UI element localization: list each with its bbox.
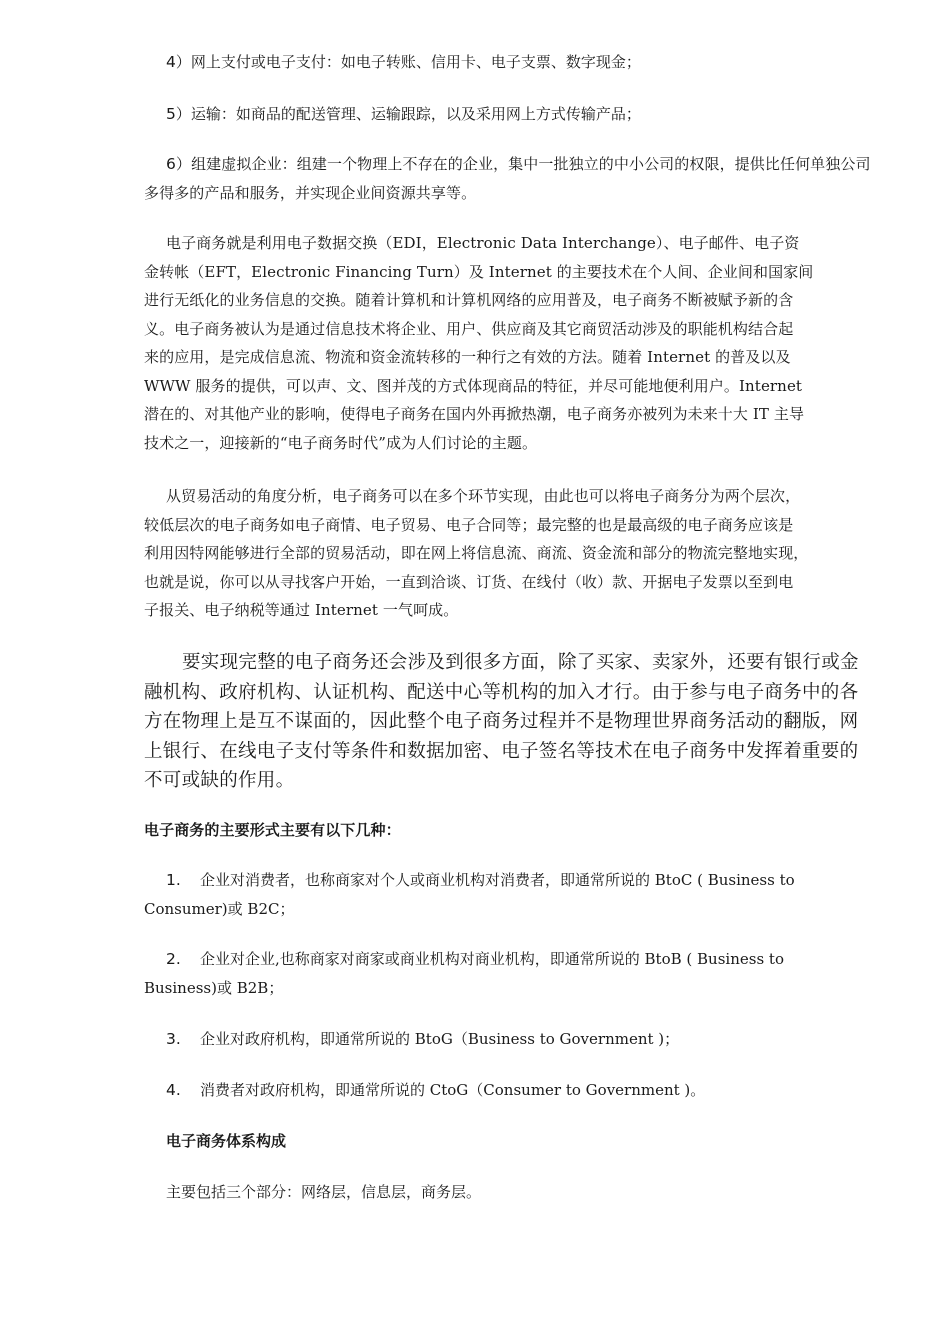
item-number: 6 (166, 155, 176, 173)
text-line: 电子商务就是利用电子数据交换（EDI，Electronic Data Interchange）、电子邮件、电子资 (166, 234, 800, 252)
form-number: 2. (166, 950, 181, 968)
text-line: 来的应用，是完成信息流、物流和资金流转移的一种行之有效的方法。随着 Internet 的普及以及 (144, 348, 791, 366)
form-item-btog (144, 1025, 874, 1054)
system-heading: 电子商务体系构成 (166, 1132, 287, 1150)
paragraph-complete-ecommerce (144, 648, 872, 796)
text-line: 进行无纸化的业务信息的交换。随着计算机和计算机网络的应用普及，电子商务不断被赋予新的含 (144, 291, 794, 309)
form-item-btoc (144, 866, 874, 923)
forms-heading: 电子商务的主要形式主要有以下几种： (144, 821, 401, 839)
form-item-btob (144, 945, 874, 1002)
form-line-continued: Business)或 B2B； (144, 978, 284, 997)
form-text: 企业对政府机构，即通常所说的 BtoG（Business to Government )； (200, 1030, 680, 1048)
system-text: 主要包括三个部分：网络层，信息层，商务层。 (166, 1183, 482, 1201)
text-line: 从贸易活动的角度分析，电子商务可以在多个环节实现，由此也可以将电子商务分为两个层次， (166, 487, 801, 505)
text-line: 利用因特网能够进行全部的贸易活动，即在网上将信息流、商流、资金流和部分的物流完整地实现， (144, 544, 809, 562)
form-text: 企业对消费者，也称商家对个人或商业机构对消费者，即通常所说的 BtoC ( Business to (200, 871, 795, 889)
form-text: 企业对企业,也称商家对商家或商业机构对商业机构，即通常所说的 BtoB ( Business to (200, 950, 784, 968)
text-line: 金转帐（EFT，Electronic Financing Turn）及 Internet 的主要技术在个人间、企业间和国家间 (144, 262, 814, 281)
form-number: 3. (166, 1030, 181, 1048)
list-item-transport (166, 100, 872, 128)
form-line (144, 1025, 874, 1054)
text-line: 潜在的、对其他产业的影响，使得电子商务在国内外再掀热潮，电子商务亦被列为未来十大 IT 主导 (144, 405, 805, 423)
text-line: 融机构、政府机构、认证机构、配送中心等机构的加入才行。由于参与电子商务中的各 (144, 681, 859, 703)
text-line: WWW 服务的提供，可以声、文、图并茂的方式体现商品的特征，并尽可能地便利用户。Internet (144, 376, 803, 395)
form-line (144, 866, 874, 895)
text-line: 义。电子商务被认为是通过信息技术将企业、用户、供应商及其它商贸活动涉及的职能机构结合起 (144, 319, 794, 338)
text-line: 技术之一，迎接新的“电子商务时代”成为人们讨论的主题。 (144, 433, 538, 452)
form-item-ctog (144, 1076, 874, 1105)
form-line (144, 945, 874, 974)
form-line (144, 1076, 874, 1105)
item-number: 4 (166, 53, 176, 71)
text-line: 要实现完整的电子商务还会涉及到很多方面，除了买家、卖家外，还要有银行或金 (182, 652, 859, 673)
paragraph-definition (144, 229, 872, 457)
item-number: 5 (166, 105, 176, 123)
form-number: 4. (166, 1081, 181, 1099)
text-line: 也就是说，你可以从寻找客户开始，一直到洽谈、订货、在线付（收）款、开据电子发票以至到电 (144, 572, 794, 591)
list-item-payment (166, 48, 872, 76)
form-line-continued: Consumer)或 B2C； (144, 899, 295, 918)
text-line: 上银行、在线电子支付等条件和数据加密、电子签名等技术在电子商务中发挥着重要的 (144, 740, 859, 762)
form-number: 1. (166, 871, 181, 889)
item-text: ）运输：如商品的配送管理、运输跟踪，以及采用网上方式传输产品； (175, 105, 641, 123)
form-text: 消费者对政府机构，即通常所说的 CtoG（Consumer to Government )。 (200, 1081, 706, 1099)
item-text: ）网上支付或电子支付：如电子转账、信用卡、电子支票、数字现金； (175, 53, 641, 71)
text-line: 较低层次的电子商务如电子商情、电子贸易、电子合同等；最完整的也是最高级的电子商务应该是 (144, 515, 794, 534)
list-item-virtual-enterprise (144, 150, 872, 207)
text-line: 方在物理上是互不谋面的，因此整个电子商务过程并不是物理世界商务活动的翻版，网 (144, 711, 859, 732)
paragraph-trade (144, 482, 872, 625)
text-line: 不可或缺的作用。 (144, 770, 295, 791)
item-text: ）组建虚拟企业：组建一个物理上不存在的企业，集中一批独立的中小公司的权限，提供比任何单独公司多得多的产品和服务，并实现企业间资源共享等。 (144, 155, 871, 202)
text-line: 子报关、电子纳税等通过 Internet 一气呵成。 (144, 601, 459, 619)
